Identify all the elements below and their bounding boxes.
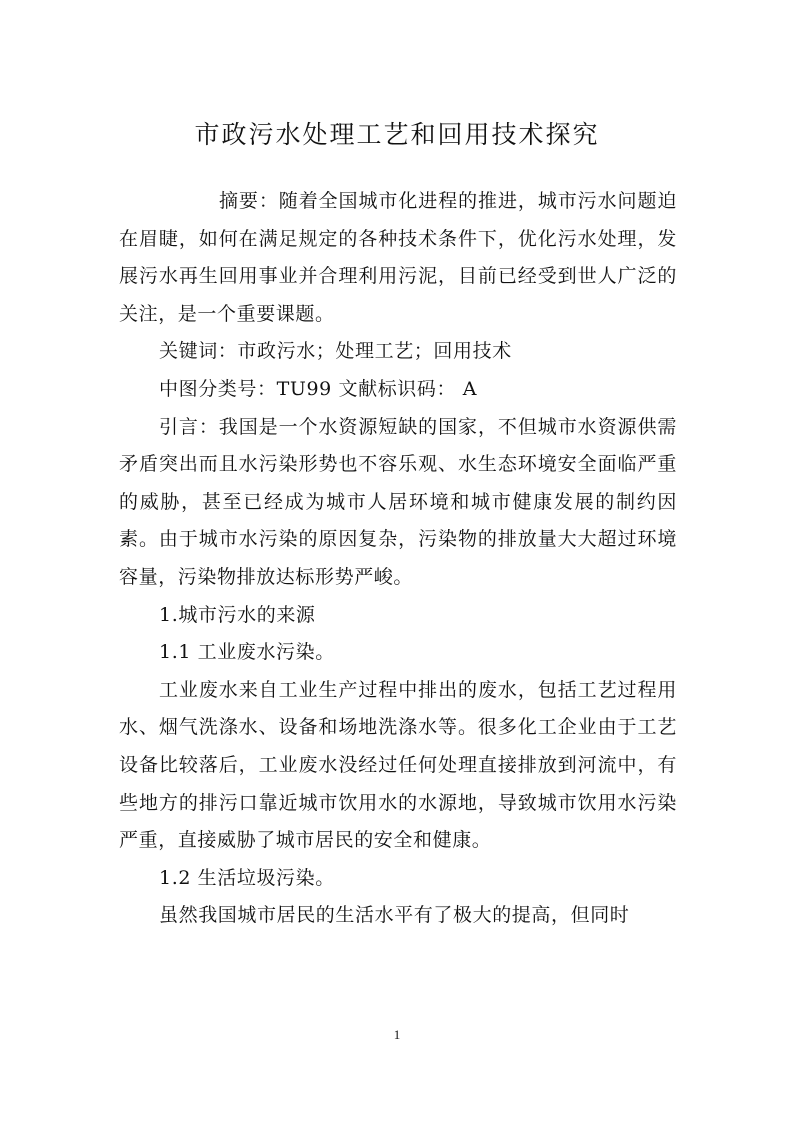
document-body — [119, 183, 677, 935]
domestic-waste-paragraph: 虽然我国城市居民的生活水平有了极大的提高，但同时 — [159, 904, 630, 927]
classification-line: 中图分类号：TU99 文献标识码： A — [159, 377, 478, 400]
subsection-heading-1-2: 1.2 生活垃圾污染。 — [159, 866, 335, 889]
introduction-paragraph: 引言：我国是一个水资源短缺的国家，不但城市水资源供需矛盾突出而且水污染形势也不容乐观、水生态环境安全面临严重的威胁，甚至已经成为城市人居环境和城市健康发展的制约因素。由于城市水污染的原因复杂，污染物的排放量大大超过环境容量，污染物排放达标形势严峻。 — [119, 415, 677, 588]
keywords-line: 关键词：市政污水；处理工艺；回用技术 — [159, 340, 512, 363]
subsection-heading-1-1: 1.1 工业废水污染。 — [159, 641, 335, 664]
section-heading-1: 1.城市污水的来源 — [159, 603, 316, 626]
industrial-wastewater-paragraph: 工业废水来自工业生产过程中排出的废水，包括工艺过程用水、烟气洗涤水、设备和场地洗涤水等。很多化工企业由于工艺设备比较落后，工业废水没经过任何处理直接排放到河流中，有些地方的排污口靠近城市饮用水的水源地，导致城市饮用水污染严重，直接威胁了城市居民的安全和健康。 — [119, 678, 677, 852]
page-number: 1 — [393, 1027, 401, 1042]
abstract-paragraph: 摘要：随着全国城市化进程的推进，城市污水问题迫在眉睫，如何在满足规定的各种技术条件下，优化污水处理，发展污水再生回用事业并合理利用污泥，目前已经受到世人广泛的关注，是一个重要课题。 — [119, 190, 677, 325]
document-title: 市政污水处理工艺和回用技术探究 — [194, 119, 600, 149]
